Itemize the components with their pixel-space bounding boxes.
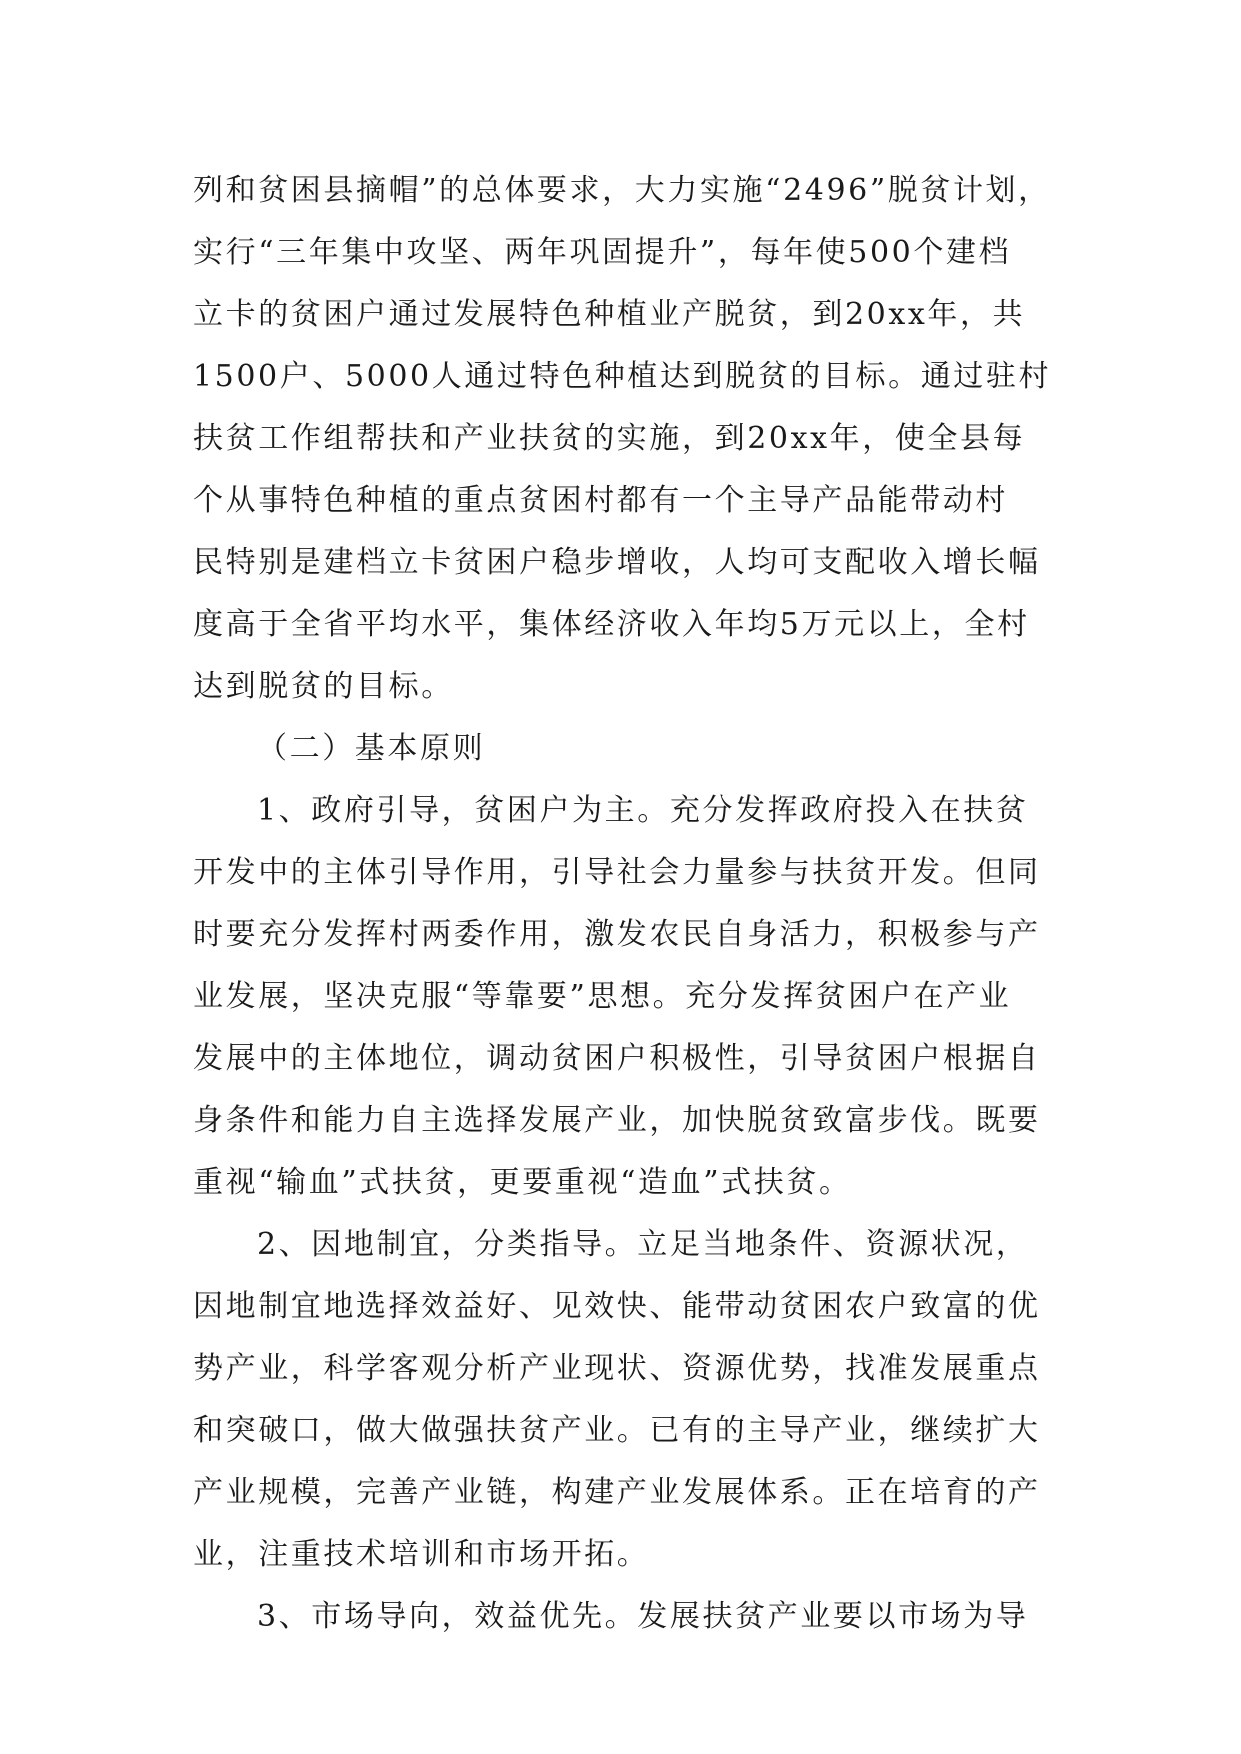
text-line: 因地制宜地选择效益好、见效快、能带动贫困农户致富的优 [193, 1289, 1041, 1324]
text-line: 3、市场导向，效益优先。发展扶贫产业要以市场为导 [257, 1599, 1029, 1634]
text-line: 1、政府引导，贫困户为主。充分发挥政府投入在扶贫 [257, 793, 1029, 828]
text-line: 个从事特色种植的重点贫困村都有一个主导产品能带动村 [193, 483, 1008, 518]
paragraph-goals [193, 160, 1053, 718]
text-line: 势产业，科学客观分析产业现状、资源优势，找准发展重点 [193, 1351, 1041, 1386]
text-line: 民特别是建档立卡贫困户稳步增收，人均可支配收入增长幅 [193, 545, 1041, 580]
text-line: 列和贫困县摘帽”的总体要求，大力实施“2496”脱贫计划， [193, 173, 1051, 208]
text-line: 和突破口，做大做强扶贫产业。已有的主导产业，继续扩大 [193, 1413, 1041, 1448]
text-line: 产业规模，完善产业链，构建产业发展体系。正在培育的产 [193, 1475, 1041, 1510]
text-line: 发展中的主体地位，调动贫困户积极性，引导贫困户根据自 [193, 1041, 1041, 1076]
text-line: 业，注重技术培训和市场开拓。 [193, 1537, 650, 1572]
text-line: 2、因地制宜，分类指导。立足当地条件、资源状况， [257, 1227, 1029, 1262]
paragraph-principle-2 [193, 1214, 1053, 1586]
text-line: 时要充分发挥村两委作用，激发农民自身活力，积极参与产 [193, 917, 1041, 952]
section-heading: （二）基本原则 [257, 731, 486, 766]
text-line: 身条件和能力自主选择发展产业，加快脱贫致富步伐。既要 [193, 1103, 1041, 1138]
text-line: 业发展，坚决克服“等靠要”思想。充分发挥贫困户在产业 [193, 979, 1012, 1014]
text-line: 达到脱贫的目标。 [193, 669, 454, 704]
text-line: 实行“三年集中攻坚、两年巩固提升”，每年使500个建档 [193, 235, 1012, 270]
paragraph-principle-1 [193, 780, 1053, 1214]
document-body [193, 160, 1053, 1648]
paragraph-principle-3 [193, 1586, 1053, 1648]
text-line: 立卡的贫困户通过发展特色种植业产脱贫，到20xx年，共 [193, 297, 1026, 332]
text-line: 重视“输血”式扶贫，更要重视“造血”式扶贫。 [193, 1165, 852, 1200]
text-line: 1500户、5000人通过特色种植达到脱贫的目标。通过驻村 [193, 359, 1052, 394]
text-line: 扶贫工作组帮扶和产业扶贫的实施，到20xx年，使全县每 [193, 421, 1026, 456]
text-line: 度高于全省平均水平，集体经济收入年均5万元以上，全村 [193, 607, 1030, 642]
text-line: 开发中的主体引导作用，引导社会力量参与扶贫开发。但同 [193, 855, 1041, 890]
